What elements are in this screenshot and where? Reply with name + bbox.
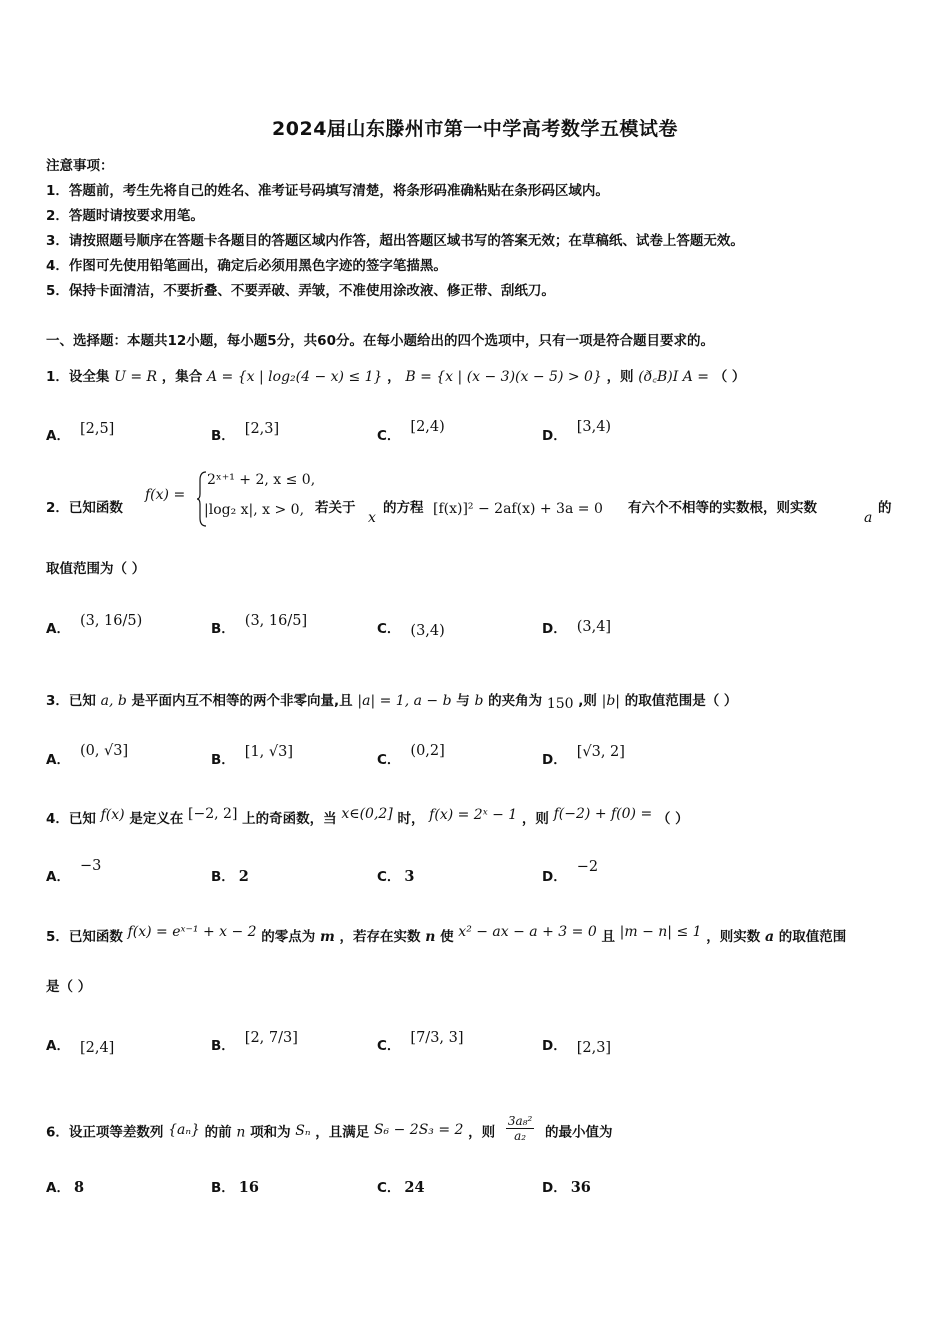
q5-text-6: ，则实数 <box>706 929 761 945</box>
q4-text-6: （ ） <box>656 811 689 827</box>
q5-math-m: m <box>319 929 335 945</box>
q3-math-condition: |a| = 1, a − b <box>357 693 452 709</box>
q2-text-6: 取值范围为（ ） <box>46 561 146 577</box>
q4-math-interval: x∈(0,2] <box>341 806 393 822</box>
notice-item-5: 5．保持卡面清洁，不要折叠、不要弄破、弄皱，不准使用涂改液、修正带、刮纸刀。 <box>46 283 555 299</box>
q4-text-1: 4．已知 <box>46 811 96 827</box>
q2-math-equation: [f(x)]² − 2af(x) + 3a = 0 <box>433 501 603 517</box>
q6-text-2: 的前 <box>204 1124 232 1141</box>
q1-math-expression: (ð꜀B)I A = <box>638 369 710 385</box>
q5-math-equation: x² − ax − a + 3 = 0 <box>458 924 597 940</box>
question-3 <box>46 689 738 712</box>
q2-case-1: 2ˣ⁺¹ + 2, x ≤ 0, <box>207 472 316 488</box>
q5-option-b: B． [2, 7/3] <box>211 1030 298 1054</box>
q3-text-5: ,则 <box>578 693 597 709</box>
q1-text-1: 1．设全集 <box>46 369 110 385</box>
q3-option-d: D． [√3, 2] <box>542 744 625 768</box>
q2-math-x: x <box>368 510 376 526</box>
q3-math-b: b <box>474 693 484 709</box>
q6-fraction-denominator: a₂ <box>514 1129 527 1143</box>
notice-item-2: 2．答题时请按要求用笔。 <box>46 208 204 224</box>
notice-heading: 注意事项： <box>46 158 114 174</box>
q1-text-2: ，集合 <box>161 369 203 385</box>
q6-option-c: C． 24 <box>377 1179 425 1196</box>
exam-title: 2024届山东滕州市第一中学高考数学五模试卷 <box>272 118 678 140</box>
q1-option-a: A． [2,5] <box>46 421 115 444</box>
q5-math-a: a <box>764 929 775 945</box>
q5-text-2: 的零点为 <box>261 929 316 945</box>
q5-text-8: 是（ ） <box>46 979 92 995</box>
q6-text-5: ，则 <box>468 1124 496 1141</box>
notice-item-1: 1．答题前，考生先将自己的姓名、准考证号码填写清楚，将条形码准确粘贴在条形码区域内。 <box>46 183 609 199</box>
question-6 <box>46 1114 613 1147</box>
q1-math-set-a: A = {x | log₂(4 − x) ≤ 1} <box>207 369 383 385</box>
q2-math-function: f(x) = <box>145 487 186 503</box>
q2-text-1: 2．已知函数 <box>46 500 123 516</box>
q5-text-7: 的取值范围 <box>778 929 847 945</box>
q6-math-n: n <box>236 1124 246 1141</box>
q4-math-domain: [−2, 2] <box>188 806 238 822</box>
q1-text-5: （ ） <box>713 369 746 385</box>
q1-option-c: C．[2,4) <box>377 419 445 444</box>
q5-option-c: C． [7/3, 3] <box>377 1030 464 1054</box>
q3-text-3: 与 <box>456 693 470 709</box>
notice-item-4: 4．作图可先使用铅笔画出，确定后必须用黑色字迹的签字笔描黑。 <box>46 258 447 274</box>
q2-option-b: B． (3, 16/5] <box>211 613 308 637</box>
q5-math-condition: |m − n| ≤ 1 <box>619 924 702 940</box>
question-4 <box>46 807 689 827</box>
notice-item-3: 3．请按照题号顺序在答题卡各题目的答题区域内作答，超出答题区域书写的答案无效；在草稿纸、试卷上答题无效。 <box>46 233 744 249</box>
q6-fraction <box>506 1114 534 1143</box>
q2-math-a: a <box>864 510 873 526</box>
q2-case-2: |log₂ x|, x > 0, <box>204 502 305 518</box>
q6-text-4: ，且满足 <box>315 1124 370 1141</box>
q4-text-2: 是定义在 <box>129 811 184 827</box>
q5-option-a: A． [2,4] <box>46 1038 115 1056</box>
q2-option-d: D． (3,4] <box>542 619 612 637</box>
q6-math-sn: Sₙ <box>295 1122 311 1139</box>
q2-text-3: 的方程 <box>383 500 424 516</box>
q6-option-b: B． 16 <box>211 1179 259 1196</box>
q3-text-6: 的取值范围是（ ） <box>624 693 738 709</box>
q2-text-5: 的 <box>878 500 892 516</box>
question-1 <box>46 365 745 386</box>
q5-text-5: 且 <box>601 929 615 945</box>
q3-text-1: 3．已知 <box>46 693 96 709</box>
q4-math-f: f(x) <box>100 807 125 823</box>
section-heading: 一、选择题：本题共12小题，每小题5分，共60分。在每小题给出的四个选项中，只有一项是符合题目要求的。 <box>46 333 714 349</box>
q6-fraction-numerator: 3a₈² <box>507 1114 533 1128</box>
q5-text-1: 5．已知函数 <box>46 929 123 945</box>
q6-math-sequence: {aₙ} <box>168 1121 200 1138</box>
q3-math-norm-b: |b| <box>601 693 621 709</box>
q2-option-a: A． (3, 16/5) <box>46 613 143 637</box>
q4-option-b: B． 2 <box>211 868 249 885</box>
q5-math-n: n <box>425 929 436 945</box>
q4-text-4: 时， <box>397 811 425 827</box>
q5-text-4: 使 <box>440 929 454 945</box>
q6-option-a: A． 8 <box>46 1179 85 1196</box>
q6-text-6: 的最小值为 <box>544 1124 613 1141</box>
q3-option-c: C．(0,2] <box>377 743 445 768</box>
q1-text-4: ，则 <box>606 369 634 385</box>
q3-math-vectors: a, b <box>100 693 127 709</box>
q1-option-d: D．[3,4) <box>542 419 612 444</box>
q3-option-a: A．(0, √3] <box>46 743 129 768</box>
q3-math-angle: 150 <box>546 696 574 712</box>
q4-text-5: ，则 <box>521 811 549 827</box>
q4-math-expression: f(−2) + f(0) = <box>553 806 653 822</box>
q2-text-4: 有六个不相等的实数根，则实数 <box>628 500 817 516</box>
q6-math-condition: S₆ − 2S₃ = 2 <box>373 1121 464 1138</box>
q6-option-d: D． 36 <box>542 1179 591 1196</box>
q3-option-b: B． [1, √3] <box>211 744 294 768</box>
q5-option-d: D． [2,3] <box>542 1038 612 1056</box>
q4-math-definition: f(x) = 2ˣ − 1 <box>429 807 518 823</box>
q4-option-c: C． 3 <box>377 868 415 885</box>
q1-text-3: ， <box>387 369 401 385</box>
q6-text-3: 项和为 <box>250 1124 291 1141</box>
q4-text-3: 上的奇函数，当 <box>242 811 337 827</box>
q4-option-d: D．−2 <box>542 859 599 885</box>
q4-option-a: A．−3 <box>46 858 102 885</box>
q5-text-3: ，若存在实数 <box>339 929 421 945</box>
q3-text-4: 的夹角为 <box>488 693 543 709</box>
q1-option-b: B． [2,3] <box>211 421 280 444</box>
q5-math-function: f(x) = eˣ⁻¹ + x − 2 <box>127 924 257 940</box>
q6-text-1: 6．设正项等差数列 <box>46 1124 164 1141</box>
q1-math-set-b: B = {x | (x − 3)(x − 5) > 0} <box>405 369 602 385</box>
q2-option-c: C． (3,4) <box>377 621 445 639</box>
q1-math-universal-set: U = R <box>114 369 158 385</box>
q2-text-2: 若关于 <box>315 500 356 516</box>
question-5 <box>46 925 846 945</box>
q3-text-2: 是平面内互不相等的两个非零向量,且 <box>131 693 353 709</box>
